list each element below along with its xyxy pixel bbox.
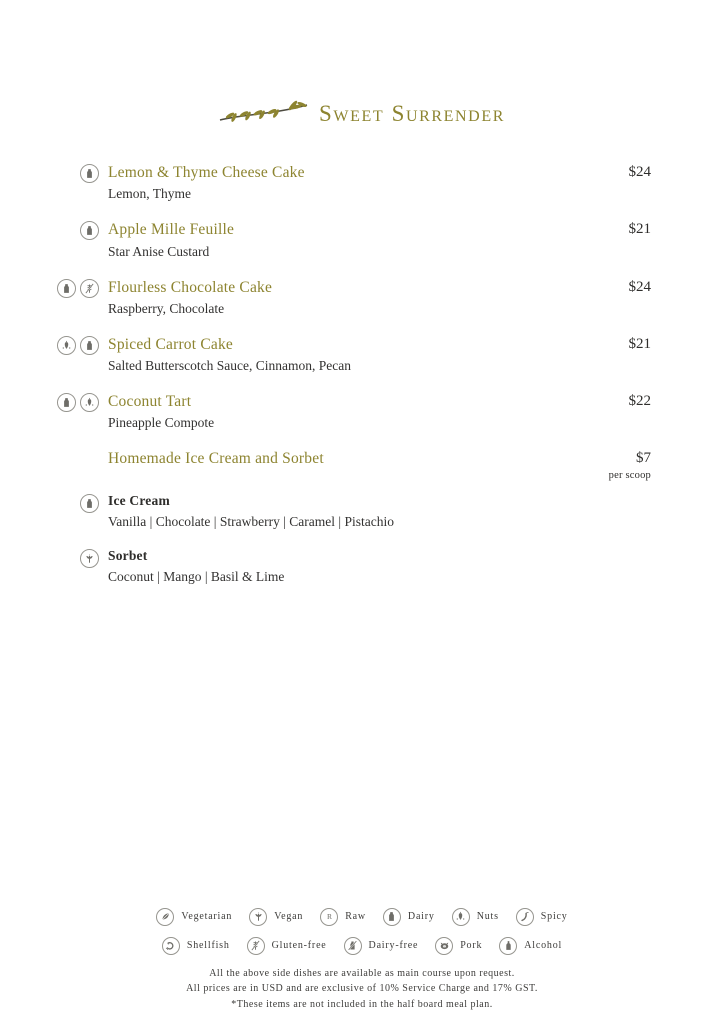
thyme-sprig-icon bbox=[219, 98, 311, 128]
legend-item bbox=[383, 908, 435, 926]
legend-item bbox=[156, 908, 232, 926]
dairy-icon bbox=[80, 164, 99, 183]
legend-row-2 bbox=[0, 937, 724, 955]
alcohol-icon bbox=[499, 937, 517, 955]
legend-label: Vegetarian bbox=[181, 911, 233, 922]
menu-item-description: Lemon, Thyme bbox=[108, 186, 191, 202]
menu-item-title: Flourless Chocolate Cake bbox=[108, 278, 273, 296]
dairy-icon bbox=[57, 393, 76, 412]
shellfish-icon bbox=[162, 937, 180, 955]
nuts-icon bbox=[452, 908, 470, 926]
allergen-icons bbox=[57, 449, 99, 450]
nuts-icon bbox=[57, 336, 76, 355]
menu-item-price: $21 bbox=[628, 335, 651, 352]
gluten-free-icon bbox=[247, 937, 265, 955]
footnote: *These items are not included in the half board meal plan. bbox=[231, 998, 493, 1010]
legend-label: Pork bbox=[460, 940, 483, 951]
menu-item bbox=[57, 278, 651, 319]
legend-label: Spicy bbox=[540, 911, 568, 922]
legend-item bbox=[516, 908, 568, 926]
menu-item-description: Raspberry, Chocolate bbox=[108, 300, 225, 316]
menu-item-title: Apple Mille Feuille bbox=[108, 221, 235, 239]
legend-item bbox=[162, 937, 230, 955]
legend-label: Nuts bbox=[476, 911, 499, 922]
vegan-icon bbox=[80, 549, 99, 568]
legend-label: Vegan bbox=[274, 911, 304, 922]
allergen-icons bbox=[57, 493, 99, 513]
menu-item-title: Coconut Tart bbox=[108, 393, 192, 411]
gluten-free-icon bbox=[80, 279, 99, 298]
menu-item-price: $24 bbox=[628, 278, 651, 295]
footnote: All the above side dishes are available as main course upon request. bbox=[209, 967, 515, 979]
menu-item bbox=[57, 220, 651, 261]
legend-label: Alcohol bbox=[524, 940, 563, 951]
menu-item-title: Lemon & Thyme Cheese Cake bbox=[108, 164, 305, 181]
raw-icon bbox=[320, 908, 338, 926]
menu-item-description: Salted Butterscotch Sauce, Cinnamon, Pecan bbox=[108, 358, 351, 374]
menu-item bbox=[57, 163, 651, 204]
allergen-icons bbox=[57, 163, 99, 183]
menu-item-description: Coconut | Mango | Basil & Lime bbox=[108, 568, 285, 584]
page-header bbox=[0, 98, 724, 128]
dairy-free-icon bbox=[344, 937, 362, 955]
legend-item bbox=[452, 908, 499, 926]
dairy-icon bbox=[80, 221, 99, 240]
menu-item-title: Ice Cream bbox=[108, 493, 170, 509]
dairy-icon bbox=[80, 336, 99, 355]
legend-label: Gluten-free bbox=[271, 940, 327, 951]
page-footer bbox=[0, 908, 724, 1013]
allergen-icons bbox=[57, 220, 99, 240]
price-note: per scoop bbox=[608, 470, 651, 482]
legend-item bbox=[249, 908, 303, 926]
legend-item bbox=[435, 937, 482, 955]
legend-label: Shellfish bbox=[186, 940, 230, 951]
menu-item-title: Sorbet bbox=[108, 547, 148, 563]
menu-list bbox=[57, 163, 651, 603]
menu-item-title: Spiced Carrot Cake bbox=[108, 335, 233, 353]
menu-item-description: Vanilla | Chocolate | Strawberry | Caramel | Pistachio bbox=[108, 513, 394, 529]
allergen-icons bbox=[57, 548, 99, 568]
footer-notes bbox=[0, 966, 724, 1013]
dairy-icon bbox=[57, 279, 76, 298]
legend-item bbox=[320, 908, 366, 926]
menu-item bbox=[57, 449, 651, 481]
menu-item-price: $22 bbox=[628, 393, 651, 410]
menu-item-price: $7 bbox=[636, 450, 651, 467]
menu-item-description: Pineapple Compote bbox=[108, 415, 215, 431]
menu-item bbox=[57, 392, 651, 433]
footnote: All prices are in USD and are exclusive of 10% Service Charge and 17% GST. bbox=[186, 983, 538, 994]
legend-label: Dairy bbox=[407, 911, 435, 922]
nuts-icon bbox=[80, 393, 99, 412]
menu-item-price: $24 bbox=[628, 164, 651, 180]
vegan-icon bbox=[249, 908, 267, 926]
legend-item bbox=[499, 937, 562, 955]
dairy-icon bbox=[383, 908, 401, 926]
legend-label: Dairy-free bbox=[368, 940, 419, 951]
legend-item bbox=[247, 937, 327, 955]
vegetarian-icon bbox=[156, 908, 174, 926]
dairy-icon bbox=[80, 494, 99, 513]
pork-icon bbox=[435, 937, 453, 955]
spicy-icon bbox=[516, 908, 534, 926]
allergen-icons bbox=[57, 392, 99, 412]
legend-label: Raw bbox=[345, 911, 366, 922]
menu-item-description: Star Anise Custard bbox=[108, 243, 210, 259]
menu-item bbox=[57, 335, 651, 376]
menu-item-title: Homemade Ice Cream and Sorbet bbox=[108, 450, 324, 468]
page-title: Sweet Surrender bbox=[319, 100, 505, 126]
menu-item bbox=[57, 548, 651, 587]
allergen-icons bbox=[57, 335, 99, 355]
menu-item bbox=[57, 493, 651, 532]
menu-item-price: $21 bbox=[628, 221, 651, 238]
legend-item bbox=[344, 937, 419, 955]
allergen-icons bbox=[57, 278, 99, 298]
legend-row-1 bbox=[0, 908, 724, 926]
